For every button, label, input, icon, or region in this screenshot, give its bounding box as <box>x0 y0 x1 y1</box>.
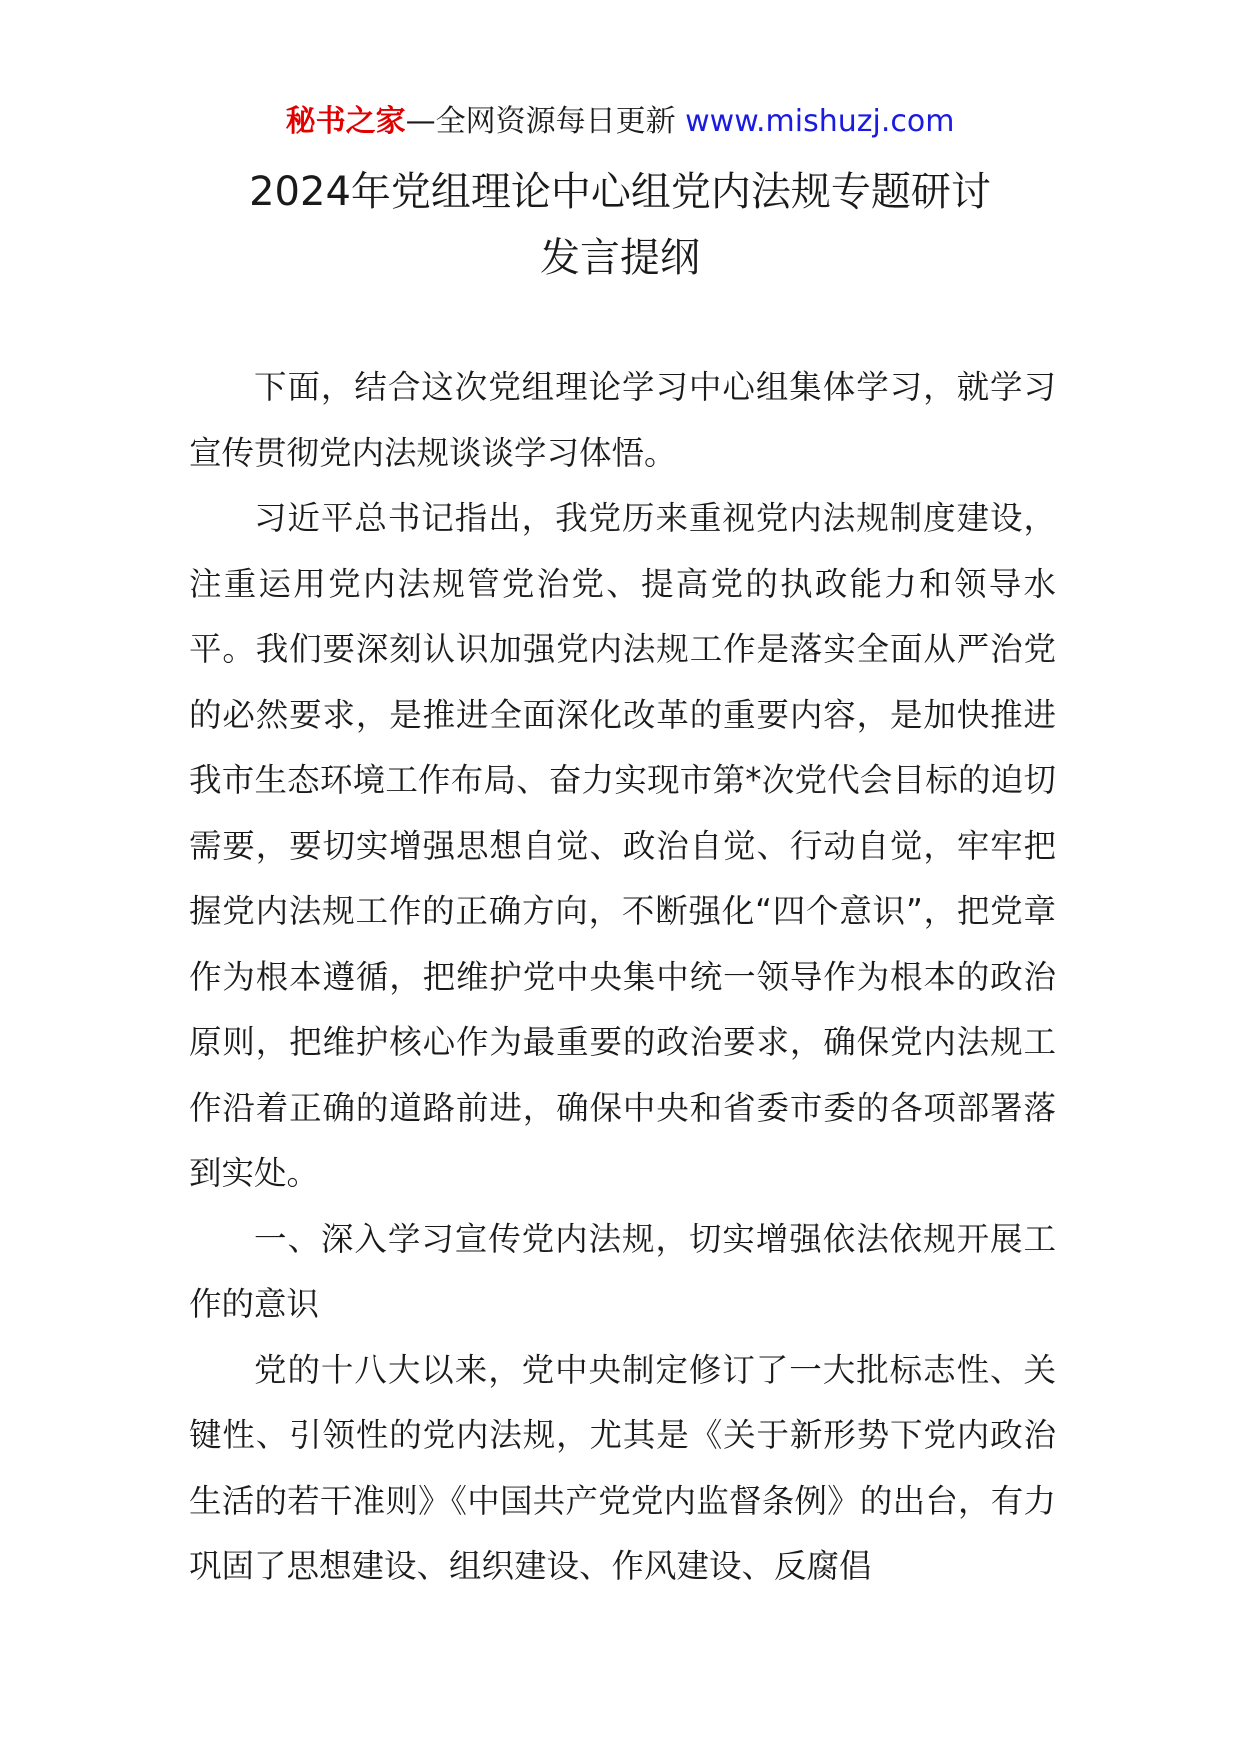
document-title-line-1: 2024年党组理论中心组党内法规专题研讨 <box>249 169 991 215</box>
section-heading-1: 一、深入学习宣传党内法规，切实增强依法依规开展工作的意识 <box>189 1219 1056 1323</box>
paragraph-section-1: 党的十八大以来，党中央制定修订了一大批标志性、关键性、引领性的党内法规，尤其是《关于新形势下党内政治生活的若干准则》《中国共产党党内监督条例》的出台，有力巩固了思想建设、组织建设、作风建设、反腐倡 <box>189 1350 1056 1585</box>
site-url-link[interactable]: www.mishuzj.com <box>685 104 955 139</box>
paragraph-intro: 下面，结合这次党组理论学习中心组集体学习，就学习宣传贯彻党内法规谈谈学习体悟。 <box>189 368 1056 472</box>
paragraph-quote: 习近平总书记指出，我党历来重视党内法规制度建设，注重运用党内法规管党治党、提高党的执政能力和领导水平。我们要深刻认识加强党内法规工作是落实全面从严治党的必然要求，是推进全面深化改革的重要内容，是加快推进我市生态环境工作布局、奋力实现市第*次党代会目标的迫切需要，要切实增强思想自觉、政治自觉、行动自觉，牢牢把握党内法规工作的正确方向，不断强化“四个意识”，把党章作为根本遵循，把维护党中央集中统一领导作为根本的政治原则，把维护核心作为最重要的政治要求，确保党内法规工作沿着正确的道路前进，确保中央和省委市委的各项部署落到实处。 <box>189 499 1056 1192</box>
document-body <box>189 355 1056 1600</box>
site-slogan: —全网资源每日更新 <box>405 104 676 139</box>
site-header <box>0 100 1240 144</box>
document-title-line-2: 发言提纲 <box>540 235 700 281</box>
brand-name: 秘书之家 <box>285 104 406 139</box>
